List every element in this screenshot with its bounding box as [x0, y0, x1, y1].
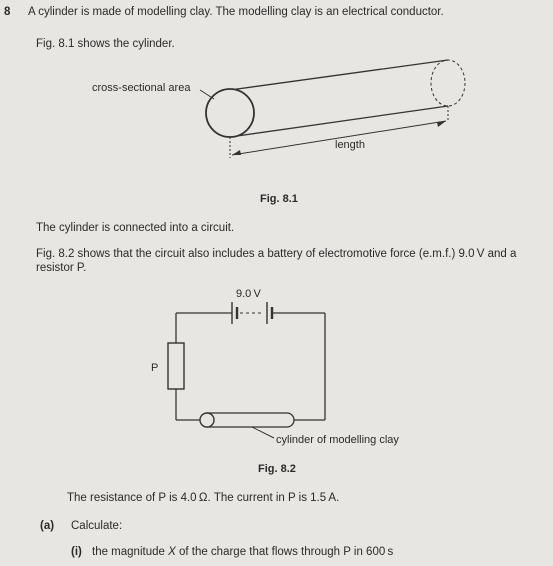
part-i-label: (i) [71, 546, 82, 558]
part-a-text: Calculate: [71, 520, 123, 532]
resistor-label: P [151, 362, 159, 374]
part-i-text: the magnitude X of the charge that flows through P in 600 s [92, 546, 394, 558]
cylinder-label-leader [252, 427, 274, 438]
part-a-label: (a) [40, 520, 55, 532]
length-arrow [232, 121, 446, 155]
cylinder-back-face [431, 60, 465, 106]
question-intro: A cylinder is made of modelling clay. The modelling clay is an electrical conductor. [28, 6, 444, 18]
cylinder-bottom-edge [230, 106, 448, 137]
battery-symbol [232, 302, 272, 324]
charge-variable: X [168, 546, 176, 558]
data-line: The resistance of P is 4.0 Ω. The current in P is 1.5 A. [67, 492, 340, 504]
circuit-line: The cylinder is connected into a circuit. [36, 222, 235, 234]
length-label: length [335, 139, 365, 151]
cylinder-top-edge [230, 60, 448, 90]
fig2-reference-line1: Fig. 8.2 shows that the circuit also includes a battery of electromotive force (e.m.f.) 9.0 V and a [36, 248, 517, 260]
emf-label: 9.0 V [236, 288, 261, 300]
fig2-caption: Fig. 8.2 [258, 463, 296, 475]
cross-section-label: cross-sectional area [92, 82, 191, 94]
resistor-p [168, 343, 184, 389]
fig2-reference-line2: resistor P. [36, 262, 87, 274]
fig1-reference: Fig. 8.1 shows the cylinder. [36, 38, 175, 50]
cylinder-diagram [200, 60, 465, 158]
circuit-diagram [168, 302, 325, 438]
cross-section-leader [200, 90, 214, 99]
cylinder-label: cylinder of modelling clay [276, 434, 399, 446]
fig1-caption: Fig. 8.1 [260, 193, 298, 205]
clay-cylinder-symbol [200, 413, 294, 427]
cylinder-front-face [206, 89, 254, 137]
question-number: 8 [4, 6, 11, 18]
